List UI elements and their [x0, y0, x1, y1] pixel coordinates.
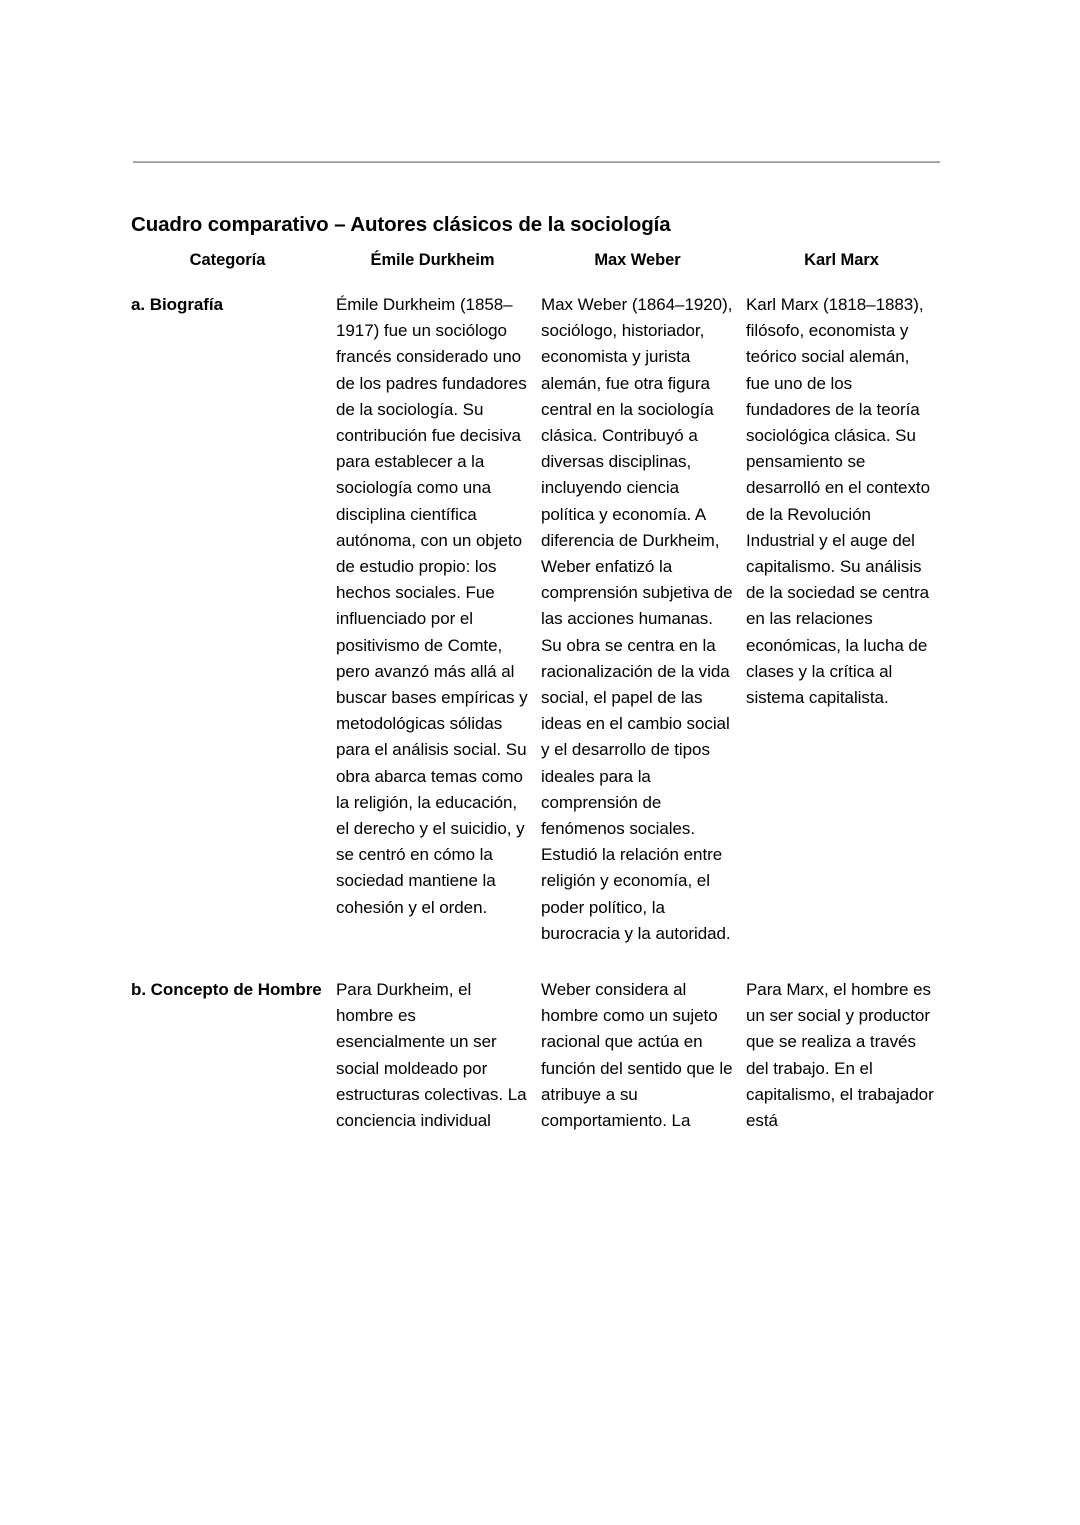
column-header-categoria: Categoría: [189, 251, 266, 269]
column-header-marx: Karl Marx: [804, 251, 879, 269]
cell-biografia-weber: Max Weber (1864–1920), sociólogo, historiador, economista y jurista alemán, fue otra figura central en la sociología clásica. Contribuyó a diversas disciplinas, incluyendo ciencia política y economía. A diferencia de Durkheim, Weber enfatizó la comprensión subjetiva de las acciones humanas. Su obra se centra en la racionalización de la vida social, el papel de las ideas en el cambio social y el desarrollo de tipos ideales para la comprensión de fenómenos sociales. Estudió la relación entre religión y economía, el poder político, la burocracia y la autoridad.: [541, 295, 733, 943]
table-row: [131, 292, 941, 947]
row-label-concepto-de-hombre: b. Concepto de Hombre: [131, 980, 322, 1000]
header-divider: [133, 161, 940, 163]
cell-hombre-marx: Para Marx, el hombre es un ser social y productor que se realiza a través del trabajo. En el capitalismo, el trabajador está: [746, 980, 934, 1131]
column-header-weber: Max Weber: [594, 251, 681, 269]
table-row: [131, 977, 941, 1134]
cell-hombre-durkheim: Para Durkheim, el hombre es esencialmente un ser social moldeado por estructuras colectivas. La conciencia individual: [336, 980, 527, 1131]
page-title: Cuadro comparativo – Autores clásicos de la sociología: [131, 212, 671, 236]
column-header-durkheim: Émile Durkheim: [370, 251, 495, 269]
cell-biografia-durkheim: Émile Durkheim (1858–1917) fue un sociólogo francés considerado uno de los padres fundadores de la sociología. Su contribución fue decisiva para establecer a la sociología como una disciplina científica autónoma, con un objeto de estudio propio: los hechos sociales. Fue influenciado por el positivismo de Comte, pero avanzó más allá al buscar bases empíricas y metodológicas sólidas para el análisis social. Su obra abarca temas como la religión, la educación, el derecho y el suicidio, y se centró en cómo la sociedad mantiene la cohesión y el orden.: [336, 295, 528, 917]
table-header-row: [131, 248, 941, 284]
cell-biografia-marx: Karl Marx (1818–1883), filósofo, economista y teórico social alemán, fue uno de los fundadores de la teoría sociológica clásica. Su pensamiento se desarrolló en el contexto de la Revolución Industrial y el auge del capitalismo. Su análisis de la sociedad se centra en las relaciones económicas, la lucha de clases y la crítica al sistema capitalista.: [746, 295, 930, 708]
cell-hombre-weber: Weber considera al hombre como un sujeto racional que actúa en función del sentido que le atribuye a su comportamiento. La: [541, 980, 733, 1131]
row-label-biografia: a. Biografía: [131, 295, 223, 314]
comparison-table: [131, 248, 941, 1134]
